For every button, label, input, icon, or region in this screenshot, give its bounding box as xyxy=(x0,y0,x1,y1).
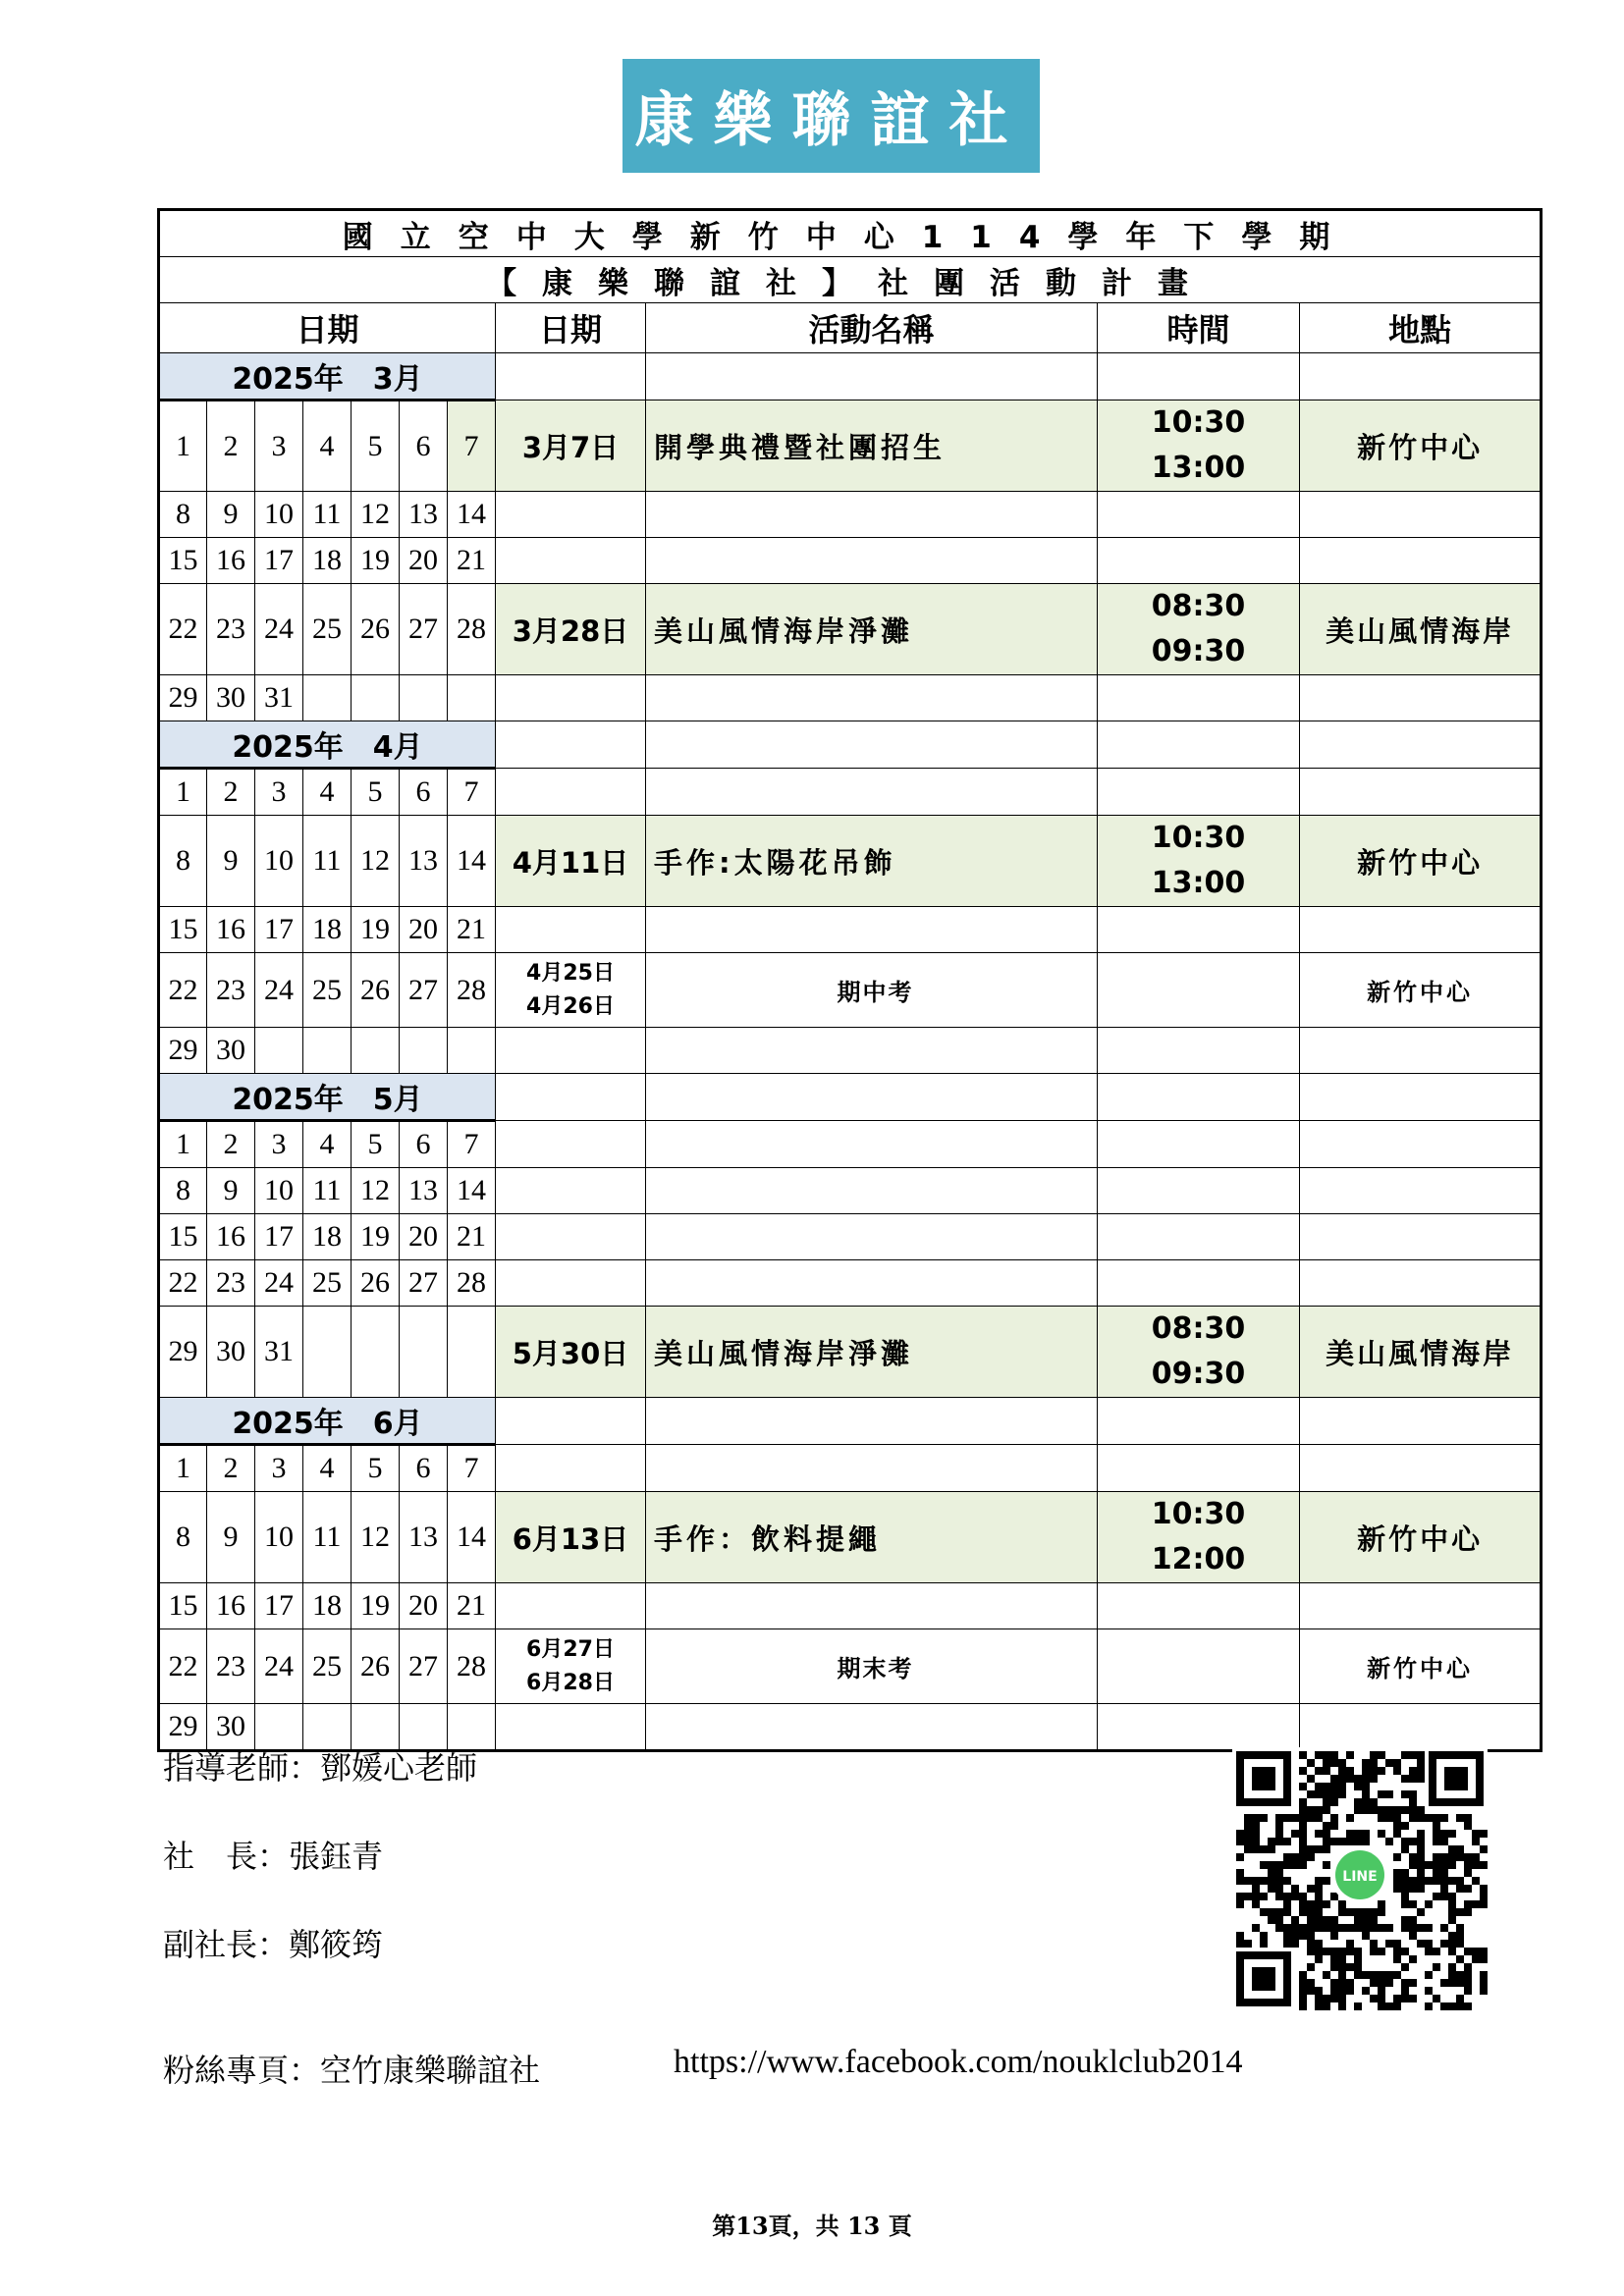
fanpage-link[interactable]: https://www.facebook.com/nouklclub2014 xyxy=(674,2044,1243,2080)
week-row: 22 23 24 25 26 27 28 xyxy=(159,1260,1542,1307)
week-row: 29 30 31 5月30日 美山風情海岸淨灘 08:30 09:30 美山風情海岸 xyxy=(159,1307,1542,1398)
activity-location: 美山風情海岸 xyxy=(1300,584,1542,675)
banner-title: 康樂聯誼社 xyxy=(634,86,1028,155)
week-row: 15 16 17 18 19 20 21 xyxy=(159,538,1542,584)
week-row: 29 30 xyxy=(159,1704,1542,1751)
col-header-calendar: 日期 xyxy=(159,303,496,353)
month-label-june: 2025年 6月 xyxy=(159,1398,496,1445)
table-title-line1: 國立空中大學新竹中心114學年下學期 xyxy=(159,210,1542,257)
month-label-may: 2025年 5月 xyxy=(159,1074,496,1121)
week-row: 22 23 24 25 26 27 28 4月25日 4月26日 期中考 新竹中心 xyxy=(159,953,1542,1028)
week-row: 8 9 10 11 12 13 14 xyxy=(159,492,1542,538)
col-header-date: 日期 xyxy=(496,303,646,353)
activity-location: 新竹中心 xyxy=(1300,816,1542,907)
table-title-line2: 【康樂聯誼社】社團活動計畫 xyxy=(159,257,1542,303)
week-row: 22 23 24 25 26 27 28 6月27日 6月28日 期末考 新竹中心 xyxy=(159,1629,1542,1704)
activity-name: 期中考 xyxy=(646,953,1098,1028)
col-header-time: 時間 xyxy=(1098,303,1300,353)
week-row: 1 2 3 4 5 6 7 xyxy=(159,1121,1542,1168)
activity-time: 10:30 13:00 xyxy=(1098,400,1300,492)
month-label-march: 2025年 3月 xyxy=(159,353,496,400)
week-row: 15 16 17 18 19 20 21 xyxy=(159,907,1542,953)
month-header-row xyxy=(159,1398,1542,1445)
activity-time: 10:30 12:00 xyxy=(1098,1492,1300,1583)
activity-date: 6月13日 xyxy=(496,1492,646,1583)
activity-name: 手作:太陽花吊飾 xyxy=(646,816,1098,907)
week-row: 29 30 31 xyxy=(159,675,1542,721)
col-header-activity: 活動名稱 xyxy=(646,303,1098,353)
vice-president-text: 副社長：鄭筱筠 xyxy=(163,1926,384,1963)
activity-name: 開學典禮暨社團招生 xyxy=(646,400,1098,492)
month-header-row xyxy=(159,721,1542,769)
activity-date: 3月28日 xyxy=(496,584,646,675)
line-qr-code-icon xyxy=(1232,1747,1488,2010)
qr-badge-label: LINE xyxy=(1342,1869,1378,1885)
activity-date: 4月25日 4月26日 xyxy=(496,953,646,1028)
week-row: 8 9 10 11 12 13 14 4月11日 手作:太陽花吊飾 10:30 13:00 新竹中心 xyxy=(159,816,1542,907)
activity-date: 5月30日 xyxy=(496,1307,646,1398)
activity-plan-table xyxy=(157,208,1543,1752)
week-row: 15 16 17 18 19 20 21 xyxy=(159,1214,1542,1260)
activity-location: 新竹中心 xyxy=(1300,1492,1542,1583)
week-row: 8 9 10 11 12 13 14 6月13日 手作：飲料提繩 10:30 12:00 新竹中心 xyxy=(159,1492,1542,1583)
advisor-text: 指導老師：鄧媛心老師 xyxy=(163,1749,478,1787)
activity-location: 新竹中心 xyxy=(1300,400,1542,492)
activity-date: 6月27日 6月28日 xyxy=(496,1629,646,1704)
week-row: 1 2 3 4 5 6 7 xyxy=(159,769,1542,816)
club-banner xyxy=(623,59,1040,173)
activity-date: 4月11日 xyxy=(496,816,646,907)
activity-location: 新竹中心 xyxy=(1300,953,1542,1028)
activity-date: 3月7日 xyxy=(496,400,646,492)
activity-name: 美山風情海岸淨灘 xyxy=(646,584,1098,675)
activity-name: 美山風情海岸淨灘 xyxy=(646,1307,1098,1398)
week-row: 29 30 xyxy=(159,1028,1542,1074)
activity-time: 08:30 09:30 xyxy=(1098,584,1300,675)
week-row: 22 23 24 25 26 27 28 3月28日 美山風情海岸淨灘 08:30 09:30 美山風情海岸 xyxy=(159,584,1542,675)
activity-location: 美山風情海岸 xyxy=(1300,1307,1542,1398)
col-header-location: 地點 xyxy=(1300,303,1542,353)
week-row: 15 16 17 18 19 20 21 xyxy=(159,1583,1542,1629)
month-header-row xyxy=(159,1074,1542,1121)
activity-location: 新竹中心 xyxy=(1300,1629,1542,1704)
week-row: 8 9 10 11 12 13 14 xyxy=(159,1168,1542,1214)
activity-time: 10:30 13:00 xyxy=(1098,816,1300,907)
activity-name: 期末考 xyxy=(646,1629,1098,1704)
month-header-row xyxy=(159,353,1542,400)
week-row: 1 2 3 4 5 6 7 xyxy=(159,1445,1542,1492)
week-row: 1 2 3 4 5 6 7 3月7日 開學典禮暨社團招生 10:30 13:00 新竹中心 xyxy=(159,400,1542,492)
activity-time: 08:30 09:30 xyxy=(1098,1307,1300,1398)
activity-name: 手作：飲料提繩 xyxy=(646,1492,1098,1583)
fanpage-label: 粉絲專頁：空竹康樂聯誼社 xyxy=(163,2052,541,2089)
month-label-april: 2025年 4月 xyxy=(159,721,496,769)
column-header-row xyxy=(159,303,1542,353)
president-text: 社 長：張鈺青 xyxy=(163,1838,384,1875)
page-number: 第13頁，共 13 頁 xyxy=(712,2212,912,2240)
